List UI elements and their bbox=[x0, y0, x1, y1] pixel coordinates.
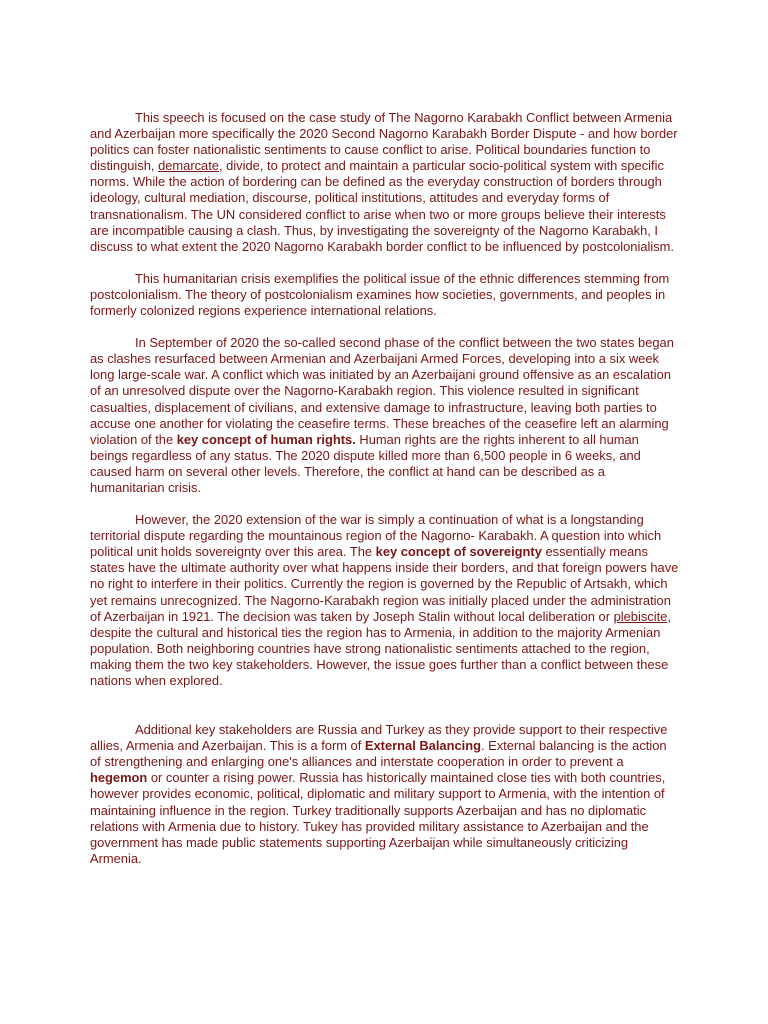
text-segment: , divide, to protect and maintain a particular socio-political system with specific norms. While the action of bordering can be defined as the everyday construction of borders through ideology, cultural mediation, discourse, political institutions, attitudes and everyday forms of transnationalism. The UN considered conflict to arise when two or more groups believe their interests are incompatible causing a clash. Thus, by investigating the sovereignty of the Nagorno Karabakh, I discuss to what extent the 2020 Nagorno Karabakh border conflict to be influenced by postcolonialism. bbox=[90, 158, 675, 254]
underlined-term-plebiscite: plebiscite bbox=[613, 608, 668, 624]
text-segment: or counter a rising power. Russia has historically maintained close ties with both countries, however provides economic, political, diplomatic and military support to Armenia, with the intention of maintaining influence in the region. Turkey traditionally supports Azerbaijan and has no diplomatic relations with Armenia due to history. Tukey has provided military assistance to Azerbaijan and the government has made public statements supporting Azerbaijan while simultaneously criticizing Armenia. bbox=[90, 770, 666, 866]
text-segment: , despite the cultural and historical ties the region has to Armenia, in addition to the majority Armenian population. Both neighboring countries have strong nationalistic sentiments attached to the region, making them the two key stakeholders. However, the issue goes further than a conflict between these nations when explored. bbox=[90, 608, 671, 688]
document-body bbox=[90, 110, 680, 883]
key-concept-external-balancing: External Balancing bbox=[364, 738, 481, 754]
paragraph-postcolonialism bbox=[90, 271, 680, 319]
paragraph-stakeholders bbox=[90, 722, 680, 867]
text-segment: . External balancing is the action of strengthening and enlarging one's alliances and interstate cooperation in order to prevent a bbox=[90, 738, 667, 770]
key-concept-sovereignty: key concept of sovereignty bbox=[375, 544, 542, 560]
text-segment: However, the 2020 extension of the war is simply a continuation of what is a longstanding territorial dispute regarding the mountainous region of the Nagorno- Karabakh. A question into which political unit holds sovereignty over this area. The bbox=[90, 512, 662, 560]
text-segment: Human rights are the rights inherent to all human beings regardless of any status. The 2020 dispute killed more than 6,500 people in 6 weeks, and caused harm on several other levels. Therefore, the conflict at hand can be described as a humanitarian crisis. bbox=[90, 431, 641, 495]
text-segment: essentially means states have the ultimate authority over what happens inside their borders, and that foreign powers have no right to interfere in their politics. Currently the region is governed by the Republic of Artsakh, which yet remains unrecognized. The Nagorno-Karabakh region was initially placed under the administration of Azerbaijan in 1921. The decision was taken by Joseph Stalin without local deliberation or bbox=[90, 544, 679, 624]
text-segment: This humanitarian crisis exemplifies the political issue of the ethnic differences stemming from postcolonialism. The theory of postcolonialism examines how societies, governments, and peoples in formerly colonized regions experience international relations. bbox=[90, 270, 670, 319]
paragraph-sovereignty bbox=[90, 512, 680, 689]
key-concept-human-rights: key concept of human rights. bbox=[176, 431, 356, 447]
underlined-term-demarcate: demarcate bbox=[158, 158, 219, 174]
text-segment: Additional key stakeholders are Russia and Turkey as they provide support to their respective allies, Armenia and Azerbaijan. This is a form of bbox=[90, 722, 668, 754]
text-segment: This speech is focused on the case study of The Nagorno Karabakh Conflict between Armenia and Azerbaijan more specifically the 2020 Second Nagorno Karabakh Border Dispute - and how border politics can foster nationalistic sentiments to cause conflict to arise. Political boundaries function to distinguish, bbox=[90, 110, 678, 174]
text-segment: In September of 2020 the so-called second phase of the conflict between the two states began as clashes resurfaced between Armenian and Azerbaijani Armed Forces, developing into a six week long large-scale war. A conflict which was initiated by an Azerbaijani ground offensive as an escalation of an unresolved dispute over the Nagorno-Karabakh region. This violence resulted in significant casualties, displacement of civilians, and extensive damage to infrastructure, leaving both parties to accuse one another for violating the ceasefire terms. These breaches of the ceasefire left an alarming violation of the bbox=[90, 335, 674, 447]
paragraph-human-rights bbox=[90, 335, 680, 496]
key-concept-hegemon: hegemon bbox=[90, 770, 148, 786]
paragraph-intro bbox=[90, 110, 680, 255]
